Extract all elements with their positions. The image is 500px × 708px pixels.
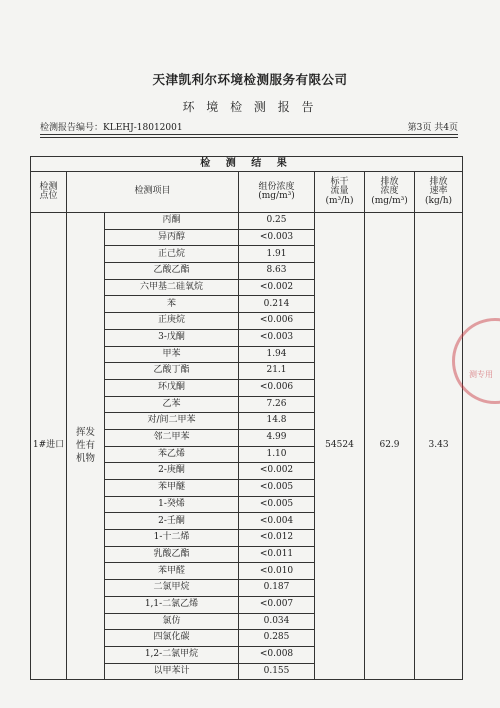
report-number: 检测报告编号：KLEHJ-18012001 [40,123,183,133]
item-name: 苯甲醚 [105,480,239,497]
item-value: <0.003 [239,329,315,346]
item-value: <0.007 [239,596,315,613]
item-name: 对/间二甲苯 [105,413,239,430]
item-name: 2-庚酮 [105,463,239,480]
item-value: 0.187 [239,580,315,597]
company-name: 天津凯利尔环境检测服务有限公司 [152,72,348,87]
item-value: <0.004 [239,513,315,530]
item-name: 1,2-二氯甲烷 [105,646,239,663]
item-name: 乙酸乙酯 [105,263,239,280]
item-value: 8.63 [239,263,315,280]
item-value: 0.25 [239,213,315,230]
item-name: 1-癸烯 [105,496,239,513]
page-number: 第3页 共4页 [407,123,458,133]
item-value: <0.005 [239,496,315,513]
item-name: 六甲基二硅氧烷 [105,279,239,296]
header-emis-conc: 排放 浓度 (mg/m³) [365,172,415,213]
item-name: 异丙醇 [105,229,239,246]
item-value: 1.10 [239,446,315,463]
item-name: 四氯化碳 [105,630,239,647]
table-caption: 检 测 结 果 [31,157,463,172]
item-value: <0.006 [239,379,315,396]
item-name: 邻二甲苯 [105,429,239,446]
item-value: 0.285 [239,630,315,647]
item-name: 1-十二烯 [105,530,239,547]
item-value: 4.99 [239,429,315,446]
item-value: 7.26 [239,396,315,413]
red-seal-stamp: 测专用 [452,318,500,404]
item-value: <0.002 [239,463,315,480]
item-value: <0.008 [239,646,315,663]
item-value: 21.1 [239,363,315,380]
item-value: <0.003 [239,229,315,246]
item-name: 以甲苯计 [105,663,239,680]
item-name: 环戊酮 [105,379,239,396]
table-row [31,213,463,230]
category: 挥发 性有 机物 [67,213,105,680]
header-item: 检测项目 [67,172,239,213]
item-value: 0.034 [239,613,315,630]
item-name: 氯仿 [105,613,239,630]
item-value: <0.011 [239,546,315,563]
item-value: 1.91 [239,246,315,263]
item-name: 正庚烷 [105,313,239,330]
item-name: 苯乙烯 [105,446,239,463]
item-name: 乙苯 [105,396,239,413]
header-point: 检测 点位 [31,172,67,213]
header-rule-thin [40,137,458,138]
emission-conc-value: 62.9 [365,213,415,680]
item-value: <0.010 [239,563,315,580]
header-flow: 标干 流量 (m³/h) [315,172,365,213]
emission-rate-value: 3.43 [415,213,463,680]
report-title: 环 境 检 测 报 告 [182,100,318,114]
item-name: 乳酸乙酯 [105,546,239,563]
header-rate: 排放 速率 (kg/h) [415,172,463,213]
item-name: 1,1-二氯乙烯 [105,596,239,613]
item-name: 3-戊酮 [105,329,239,346]
header-conc: 组份浓度 (mg/m³) [239,172,315,213]
header-rule [40,134,458,135]
item-value: 14.8 [239,413,315,430]
item-name: 2-壬酮 [105,513,239,530]
item-value: <0.002 [239,279,315,296]
item-name: 丙酮 [105,213,239,230]
item-name: 甲苯 [105,346,239,363]
flow-value: 54524 [315,213,365,680]
item-value: <0.005 [239,480,315,497]
detection-point: 1#进口 [31,213,67,680]
results-table [30,156,463,680]
item-value: <0.012 [239,530,315,547]
item-name: 二氯甲烷 [105,580,239,597]
item-value: 1.94 [239,346,315,363]
item-name: 苯 [105,296,239,313]
item-value: 0.155 [239,663,315,680]
item-value: <0.006 [239,313,315,330]
item-name: 苯甲醛 [105,563,239,580]
item-name: 乙酸丁酯 [105,363,239,380]
item-value: 0.214 [239,296,315,313]
item-name: 正己烷 [105,246,239,263]
